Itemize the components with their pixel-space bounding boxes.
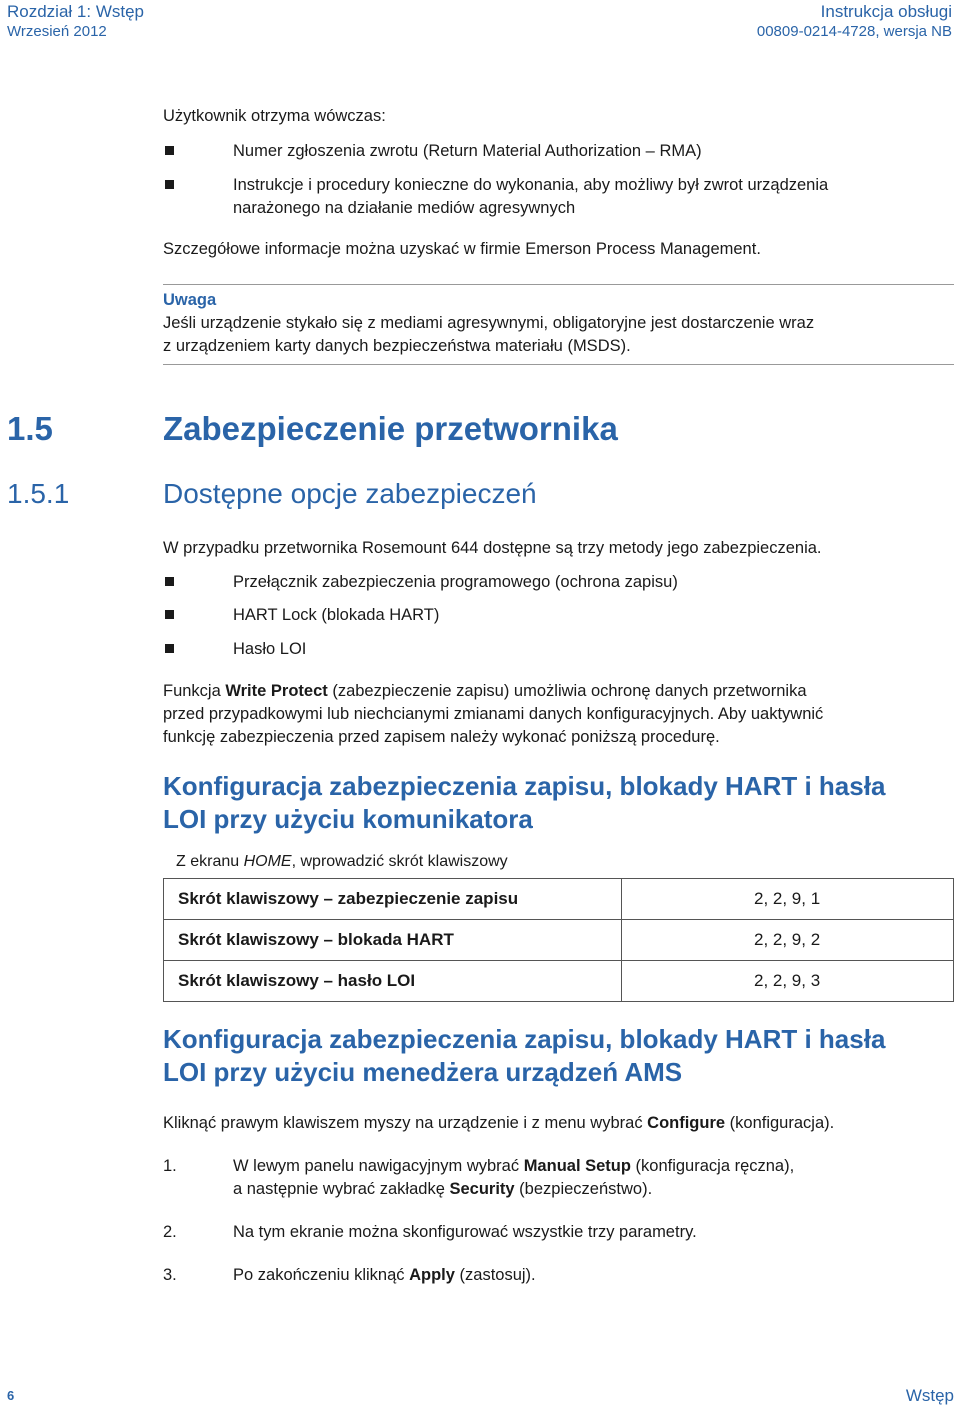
- step-2-text: Na tym ekranie można skonfigurować wszystkie trzy parametry.: [233, 1223, 697, 1241]
- text-run: Funkcja: [163, 682, 226, 700]
- fast-key-label: Skrót klawiszowy – blokada HART: [164, 920, 622, 961]
- step-3-number: 3.: [163, 1266, 177, 1284]
- text-run: (zabezpieczenie zapisu) umożliwia ochronę danych przetwornika: [327, 682, 807, 700]
- fast-key-sequence: 2, 2, 9, 1: [622, 879, 954, 920]
- fast-key-table: [163, 878, 954, 1002]
- text-run: (konfiguracja ręczna),: [630, 1157, 795, 1175]
- header-date: Wrzesień 2012: [7, 23, 107, 40]
- text-run: (bezpieczeństwo).: [514, 1180, 653, 1198]
- intro-lead: Użytkownik otrzyma wówczas:: [163, 107, 386, 125]
- options-intro: W przypadku przetwornika Rosemount 644 dostępne są trzy metody jego zabezpieczenia.: [163, 539, 822, 557]
- text-run: , wprowadzić skrót klawiszowy: [291, 853, 508, 870]
- table-row: [164, 920, 954, 961]
- text-run: a następnie wybrać zakładkę: [233, 1180, 450, 1198]
- header-doc-number: 00809-0214-4728, wersja NB: [756, 23, 952, 40]
- subsection-title: Dostępne opcje zabezpieczeń: [163, 478, 537, 509]
- home-shortcut-instruction: [176, 853, 508, 871]
- intro-details: Szczegółowe informacje można uzyskać w firmie Emerson Process Management.: [163, 240, 761, 258]
- note-bottom-rule: [163, 364, 954, 365]
- apply-term: Apply: [409, 1266, 455, 1284]
- bullet-icon: [165, 644, 174, 653]
- page-number: 6: [7, 1388, 15, 1403]
- write-protect-term: Write Protect: [225, 682, 328, 700]
- communicator-heading-line-1: Konfiguracja zabezpieczenia zapisu, blokady HART i hasła: [163, 771, 886, 801]
- bullet-icon: [165, 610, 174, 619]
- fast-key-label: Skrót klawiszowy – zabezpieczenie zapisu: [164, 879, 622, 920]
- fast-key-label: Skrót klawiszowy – hasło LOI: [164, 961, 622, 1002]
- text-run: Kliknąć prawym klawiszem myszy na urządzenie i z menu wybrać: [163, 1114, 648, 1132]
- fast-key-sequence: 2, 2, 9, 3: [622, 961, 954, 1002]
- option-write-protect: Przełącznik zabezpieczenia programowego (ochrona zapisu): [233, 573, 678, 591]
- text-run: (konfiguracja).: [725, 1114, 835, 1132]
- bullet-icon: [165, 146, 174, 155]
- subsection-number: 1.5.1: [7, 478, 70, 509]
- note-line-1: Jeśli urządzenie stykało się z mediami agresywnymi, obligatoryjne jest dostarczenie wraz: [163, 314, 815, 332]
- text-run: (zastosuj).: [454, 1266, 536, 1284]
- option-hart-lock: HART Lock (blokada HART): [233, 606, 440, 624]
- section-number: 1.5: [7, 410, 53, 447]
- step-1-number: 1.: [163, 1157, 177, 1175]
- bullet-icon: [165, 577, 174, 586]
- home-screen-term: HOME: [243, 853, 292, 870]
- note-top-rule: [163, 284, 954, 285]
- security-term: Security: [449, 1180, 515, 1198]
- write-protect-line-3: funkcję zabezpieczenia przed zapisem należy wykonać poniższą procedurę.: [163, 728, 720, 746]
- step-1-line-1: [233, 1155, 794, 1178]
- ams-heading-line-2: LOI przy użyciu menedżera urządzeń AMS: [163, 1057, 683, 1087]
- ams-heading-line-1: Konfiguracja zabezpieczenia zapisu, blokady HART i hasła: [163, 1024, 886, 1054]
- note-line-2: z urządzeniem karty danych bezpieczeństwa materiału (MSDS).: [163, 337, 631, 355]
- communicator-heading-line-2: LOI przy użyciu komunikatora: [163, 804, 533, 834]
- header-chapter: Rozdział 1: Wstęp: [7, 2, 144, 21]
- fast-key-sequence: 2, 2, 9, 2: [622, 920, 954, 961]
- step-1-line-2: [233, 1178, 652, 1201]
- text-run: Po zakończeniu kliknąć: [233, 1266, 410, 1284]
- text-run: W lewym panelu nawigacyjnym wybrać: [233, 1157, 524, 1175]
- footer-section: Wstęp: [905, 1386, 954, 1405]
- manual-setup-term: Manual Setup: [523, 1157, 631, 1175]
- bullet-icon: [165, 180, 174, 189]
- intro-bullet-procedures-cont: narażonego na działanie mediów agresywnych: [233, 199, 576, 217]
- step-3-text: [233, 1264, 536, 1287]
- header-doc-type: Instrukcja obsługi: [820, 2, 952, 21]
- intro-bullet-rma: Numer zgłoszenia zwrotu (Return Material Authorization – RMA): [233, 142, 702, 160]
- step-2-number: 2.: [163, 1223, 177, 1241]
- table-row: [164, 879, 954, 920]
- option-loi-password: Hasło LOI: [233, 640, 307, 658]
- section-title: Zabezpieczenie przetwornika: [163, 410, 618, 447]
- intro-bullet-procedures: Instrukcje i procedury konieczne do wykonania, aby możliwy był zwrot urządzenia: [233, 176, 829, 194]
- table-row: [164, 961, 954, 1002]
- write-protect-line-2: przed przypadkowymi lub niechcianymi zmianami danych konfiguracyjnych. Aby uaktywnić: [163, 705, 824, 723]
- configure-term: Configure: [647, 1114, 726, 1132]
- text-run: Z ekranu: [176, 853, 244, 870]
- note-label: Uwaga: [163, 291, 217, 309]
- ams-intro: [163, 1112, 834, 1135]
- write-protect-line-1: [163, 680, 807, 703]
